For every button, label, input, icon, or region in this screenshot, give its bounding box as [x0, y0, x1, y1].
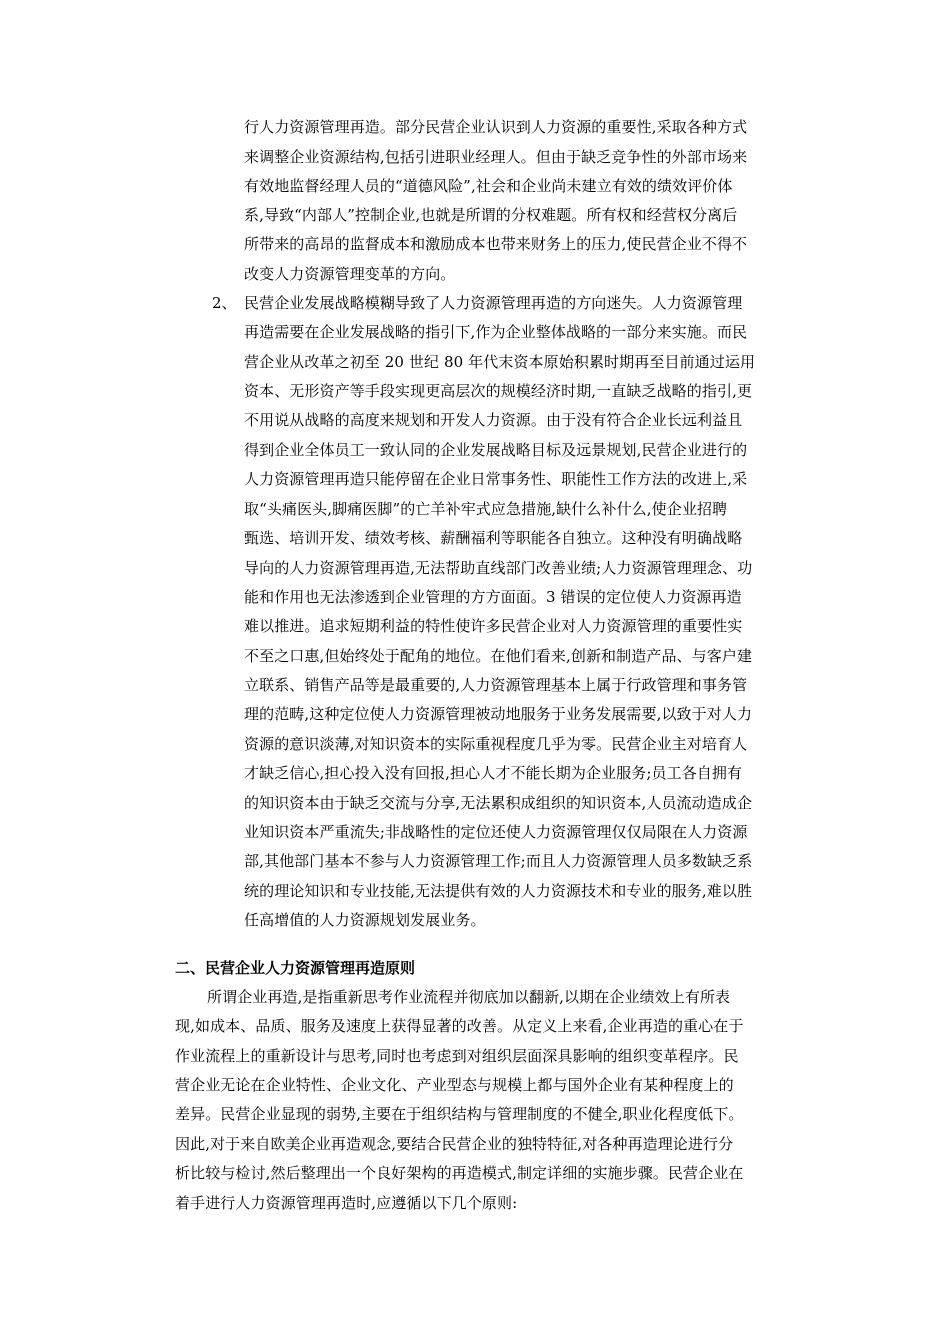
paragraph-line: 改变人力资源管理变革的方向。 [244, 265, 456, 283]
paragraph-line: 导向的人力资源管理再造,无法帮助直线部门改善业绩;人力资源管理理念、功 [244, 559, 753, 577]
paragraph-line: 人力资源管理再造只能停留在企业日常事务性、职能性工作方法的改进上,采 [244, 470, 748, 488]
paragraph-line: 才缺乏信心,担心投入没有回报,担心人才不能长期为企业服务;员工各自拥有 [244, 764, 743, 782]
paragraph-line: 能和作用也无法渗透到企业管理的方方面面。3 错误的定位使人力资源再造 [244, 588, 742, 606]
paragraph-line: 的知识资本由于缺乏交流与分享,无法累积成组织的知识资本,人员流动造成企 [244, 794, 753, 812]
paragraph-line: 现,如成本、品质、服务及速度上获得显著的改善。从定义上来看,企业再造的重心在于 [175, 1017, 744, 1035]
paragraph-line: 得到企业全体员工一致认同的企业发展战略目标及远景规划,民营企业进行的 [244, 441, 748, 459]
list-number: 2、 [212, 294, 237, 312]
paragraph-line: 不至之口惠,但始终处于配角的地位。在他们看来,创新和制造产品、与客户建 [244, 647, 753, 665]
paragraph-line: 任高增值的人力资源规划发展业务。 [244, 911, 486, 929]
paragraph-line: 作业流程上的重新设计与思考,同时也考虑到对组织层面深具影响的组织变革程序。民 [175, 1047, 739, 1065]
paragraph-line: 业知识资本严重流失;非战略性的定位还使人力资源管理仅仅局限在人力资源 [244, 823, 748, 841]
section-heading: 二、民营企业人力资源管理再造原则 [175, 959, 416, 977]
paragraph-line: 有效地监督经理人员的“道德风险”,社会和企业尚未建立有效的绩效评价体 [244, 177, 733, 195]
paragraph-line: 差异。民营企业显现的弱势,主要在于组织结构与管理制度的不健全,职业化程度低下。 [175, 1105, 744, 1123]
paragraph-line: 民营企业发展战略模糊导致了人力资源管理再造的方向迷失。人力资源管理 [244, 294, 743, 312]
paragraph-line: 资本、无形资产等手段实现更高层次的规模经济时期,一直缺乏战略的指引,更 [244, 382, 753, 400]
paragraph-line: 取“头痛医头,脚痛医脚”的亡羊补牢式应急措施,缺什么补什么,使企业招聘 [244, 500, 728, 518]
paragraph-line: 营企业无论在企业特性、企业文化、产业型态与规模上都与国外企业有某种程度上的 [175, 1076, 734, 1094]
paragraph-line: 甄选、培训开发、绩效考核、薪酬福利等职能各自独立。这种没有明确战略 [244, 529, 743, 547]
paragraph-line: 理的范畴,这种定位使人力资源管理被动地服务于业务发展需要,以致于对人力 [244, 705, 753, 723]
paragraph-line: 因此,对于来自欧美企业再造观念,要结合民营企业的独特特征,对各种再造理论进行分 [175, 1135, 734, 1153]
paragraph-line: 所谓企业再造,是指重新思考作业流程并彻底加以翻新,以期在企业绩效上有所表 [207, 988, 731, 1006]
paragraph-line: 统的理论知识和专业技能,无法提供有效的人力资源技术和专业的服务,难以胜 [244, 882, 753, 900]
paragraph-line: 所带来的高昂的监督成本和激励成本也带来财务上的压力,使民营企业不得不 [244, 235, 748, 253]
paragraph-line: 难以推进。追求短期利益的特性使许多民营企业对人力资源管理的重要性实 [244, 617, 743, 635]
paragraph-line: 着手进行人力资源管理再造时,应遵循以下几个原则: [175, 1194, 518, 1212]
paragraph-line: 资源的意识淡薄,对知识资本的实际重视程度几乎为零。民营企业主对培育人 [244, 735, 748, 753]
paragraph-line: 析比较与检讨,然后整理出一个良好架构的再造模式,制定详细的实施步骤。民营企业在 [175, 1164, 744, 1182]
paragraph-line: 部,其他部门基本不参与人力资源管理工作;而且人力资源管理人员多数缺乏系 [244, 852, 753, 870]
paragraph-line: 营企业从改革之初至 20 世纪 80 年代末资本原始积累时期再至目前通过运用 [244, 353, 756, 371]
paragraph-line: 再造需要在企业发展战略的指引下,作为企业整体战略的一部分来实施。而民 [244, 323, 748, 341]
paragraph-line: 行人力资源管理再造。部分民营企业认识到人力资源的重要性,采取各种方式 [244, 118, 748, 136]
paragraph-line: 系,导致“内部人”控制企业,也就是所谓的分权难题。所有权和经营权分离后 [244, 206, 738, 224]
paragraph-line: 立联系、销售产品等是最重要的,人力资源管理基本上属于行政管理和事务管 [244, 676, 748, 694]
paragraph-line: 不用说从战略的高度来规划和开发人力资源。由于没有符合企业长远利益且 [244, 411, 743, 429]
paragraph-line: 来调整企业资源结构,包括引进职业经理人。但由于缺乏竞争性的外部市场来 [244, 148, 748, 166]
